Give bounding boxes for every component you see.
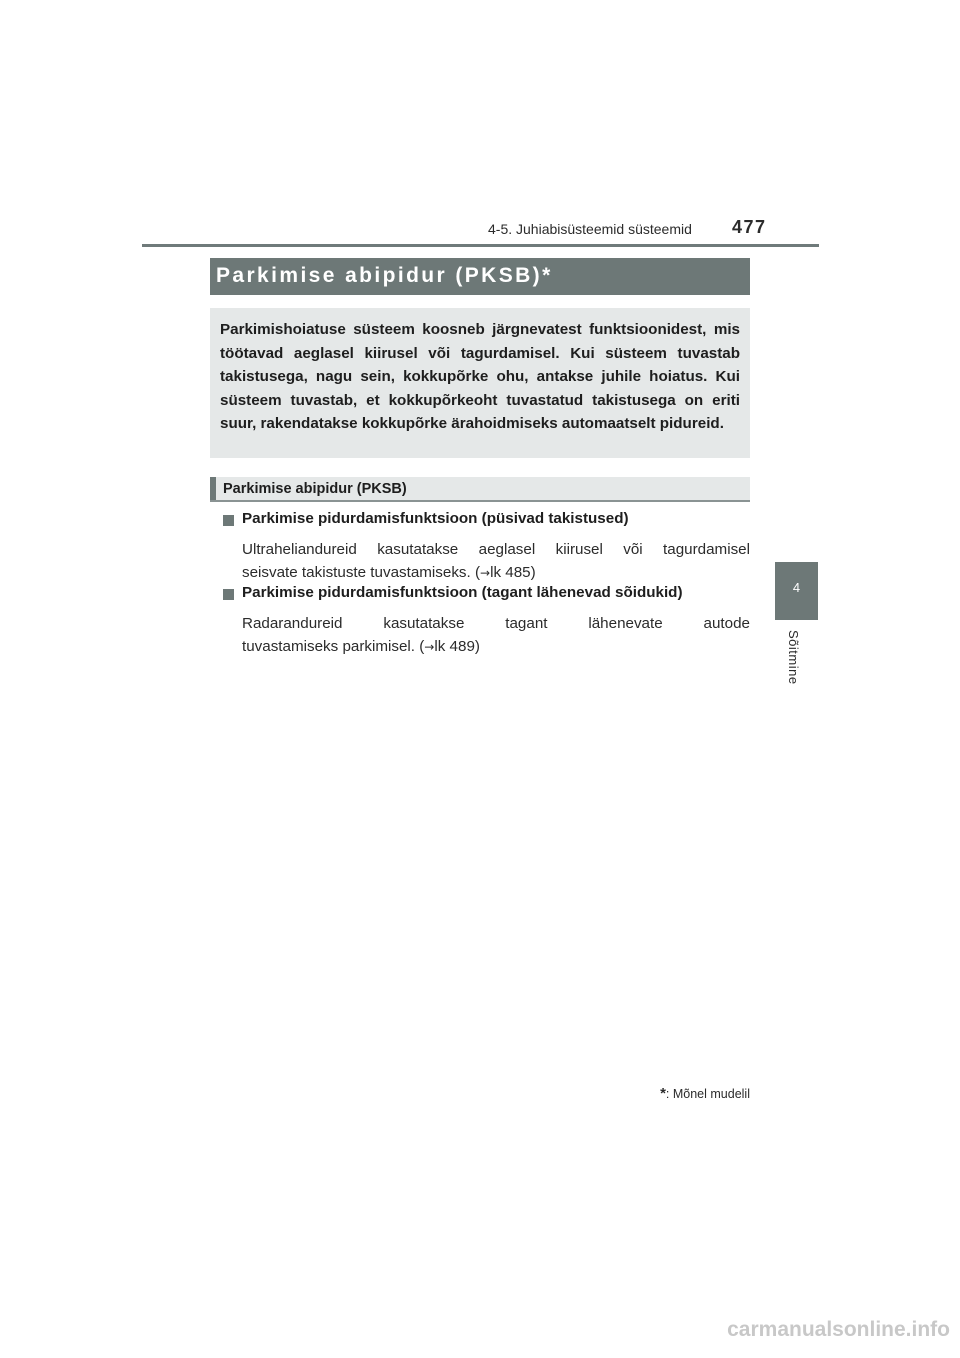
arrow-right-icon: → [480, 566, 491, 580]
page-number: 477 [732, 217, 767, 237]
section-label: 4-5. Juhiabisüsteemid süsteemid [488, 221, 692, 237]
feature-body-line: tuvastamiseks parkimisel. ( [242, 638, 425, 655]
feature-item [222, 584, 750, 659]
feature-body-line: seisvate takistuste tuvastamiseks. ( [242, 564, 481, 581]
feature-body [242, 612, 750, 659]
sub-heading [210, 477, 750, 502]
square-bullet-icon [223, 589, 234, 600]
page-reference-link[interactable]: lk 485) [490, 564, 536, 581]
asterisk-icon: * [660, 1085, 666, 1102]
chapter-tab [775, 562, 818, 620]
intro-box [210, 308, 750, 458]
chapter-label: Sõitmine [786, 630, 801, 685]
feature-body [242, 538, 750, 585]
sub-heading-text: Parkimise abipidur (PKSB) [223, 481, 407, 497]
page-reference-link[interactable]: lk 489) [434, 638, 480, 655]
square-bullet-icon [223, 515, 234, 526]
page-title-bar [210, 258, 750, 295]
feature-body-line: Radarandureid kasutatakse tagant lähenevate autode [242, 615, 750, 632]
footnote [650, 1085, 750, 1102]
feature-item [222, 510, 750, 585]
watermark: carmanualsonline.info [727, 1318, 950, 1341]
feature-heading [222, 510, 750, 532]
header-rule [142, 244, 819, 247]
feature-heading [222, 584, 750, 606]
sub-heading-accent [210, 477, 216, 500]
feature-title: Parkimise pidurdamisfunktsioon (püsivad takistused) [242, 510, 629, 527]
footnote-text: : Mõnel mudelil [665, 1087, 750, 1101]
intro-text: Parkimishoiatuse süsteem koosneb järgnevatest funktsioonidest, mis töötavad aeglasel kiirusel või tagurdamisel. Kui süsteem tuvastab takistusega, nagu sein, kokkupõrke ohu, antakse juhile hoiatus. Kui süsteem tuvastab, et kokkupõrkeoht tuvastatud takistusega on eriti suur, rakendatakse kokkupõrke ärahoidmiseks automaatselt pidureid. [220, 321, 740, 432]
arrow-right-icon: → [424, 640, 435, 654]
page-title: Parkimise abipidur (PKSB)* [216, 264, 553, 287]
feature-title: Parkimise pidurdamisfunktsioon (tagant lähenevad sõidukid) [242, 584, 683, 601]
chapter-number: 4 [792, 580, 801, 595]
feature-body-line: Ultraheliandureid kasutatakse aeglasel kiirusel või tagurdamisel [242, 541, 750, 558]
